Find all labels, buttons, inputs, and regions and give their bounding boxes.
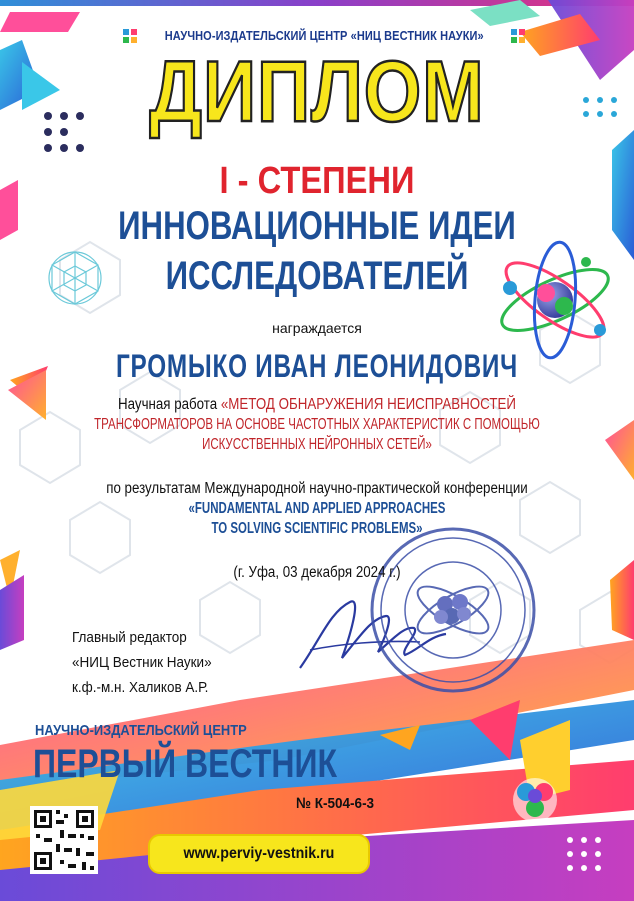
conference-title-line-1: «FUNDAMENTAL AND APPLIED APPROACHES	[188, 500, 446, 517]
awarded-text: награждается	[272, 320, 362, 336]
diploma-degree: I - СТЕПЕНИ	[219, 160, 415, 202]
work-prefix: Научная работа	[118, 396, 221, 413]
work-title-line-3: ИСКУССТВЕННЫХ НЕЙРОННЫХ СЕТЕЙ»	[202, 436, 432, 453]
work-title-line-2: ТРАНСФОРМАТОРОВ НА ОСНОВЕ ЧАСТОТНЫХ ХАРАКТЕРИСТИК С ПОМОЩЬЮ	[94, 416, 540, 433]
conference-title-line-2: TO SOLVING SCIENTIFIC PROBLEMS»	[211, 520, 423, 537]
header-publisher-text: НАУЧНО-ИЗДАТЕЛЬСКИЙ ЦЕНТР «НИЦ ВЕСТНИК НАУКИ»	[164, 29, 484, 43]
editor-line-2: «НИЦ Вестник Науки»	[72, 654, 212, 671]
qr-code-icon	[30, 806, 98, 874]
certificate-number: № К-504-6-3	[296, 795, 375, 812]
conference-block	[44, 479, 589, 539]
editor-line-1: Главный редактор	[72, 629, 187, 646]
stamp-icon	[372, 529, 534, 691]
work-title-line-1: «МЕТОД ОБНАРУЖЕНИЯ НЕИСПРАВНОСТЕЙ	[220, 396, 516, 413]
header-publisher-bar	[144, 26, 504, 46]
small-atom-icon	[513, 778, 557, 822]
squares-logo-icon	[123, 29, 137, 43]
footer-publisher-big: ПЕРВЫЙ ВЕСТНИК	[33, 742, 337, 786]
nomination-line-1: ИННОВАЦИОННЫЕ ИДЕИ	[118, 204, 516, 248]
squares-logo-icon-right	[511, 29, 525, 43]
conference-date: (г. Уфа, 03 декабря 2024 г.)	[233, 564, 401, 581]
nomination-line-2: ИССЛЕДОВАТЕЛЕЙ	[165, 254, 469, 298]
work-title-block	[44, 395, 589, 455]
footer-publisher-small: НАУЧНО-ИЗДАТЕЛЬСКИЙ ЦЕНТР	[35, 722, 247, 739]
recipient-name: ГРОМЫКО ИВАН ЛЕОНИДОВИЧ	[115, 348, 518, 384]
results-text: по результатам Международной научно-практической конференции	[106, 480, 528, 497]
diploma-title: ДИПЛОМ	[149, 44, 485, 140]
editor-block	[72, 625, 212, 700]
editor-line-3: к.ф.-м.н. Халиков А.Р.	[72, 679, 209, 696]
website-link[interactable]	[148, 834, 370, 874]
website-text: www.perviy-vestnik.ru	[183, 845, 335, 862]
